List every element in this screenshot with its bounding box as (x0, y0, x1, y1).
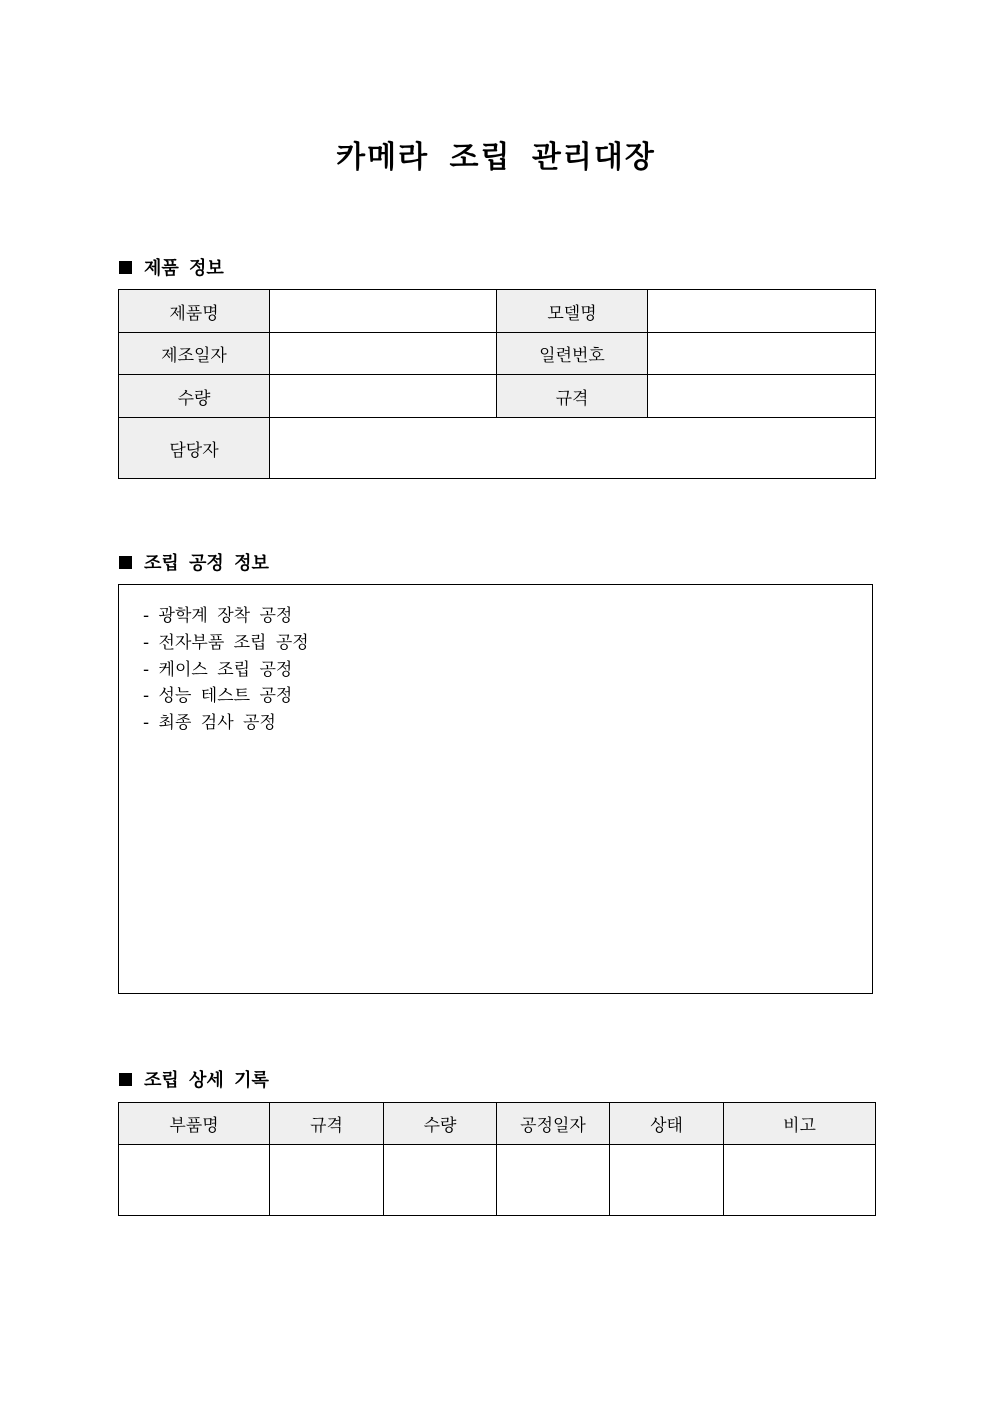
square-bullet-icon (119, 1073, 132, 1086)
spec-cell[interactable] (270, 1145, 384, 1216)
table-row (119, 1145, 876, 1216)
column-header-spec: 규격 (270, 1103, 384, 1145)
remarks-cell[interactable] (724, 1145, 876, 1216)
table-header-row (119, 1103, 876, 1145)
manager-label: 담당자 (119, 418, 270, 479)
serial-number-label: 일련번호 (497, 333, 648, 375)
product-name-field[interactable] (270, 290, 497, 333)
process-list (119, 585, 872, 737)
column-header-status: 상태 (610, 1103, 724, 1145)
manufacture-date-field[interactable] (270, 333, 497, 375)
part-name-cell[interactable] (119, 1145, 270, 1216)
list-item: - 전자부품 조립 공정 (143, 630, 872, 657)
square-bullet-icon (119, 261, 132, 274)
quantity-field[interactable] (270, 375, 497, 418)
section-heading-label: 제품 정보 (144, 258, 224, 279)
product-info-table (118, 289, 876, 479)
table-row (119, 333, 876, 375)
model-name-field[interactable] (648, 290, 876, 333)
list-item: - 최종 검사 공정 (143, 710, 872, 737)
section-heading-label: 조립 공정 정보 (144, 553, 269, 574)
column-header-part-name: 부품명 (119, 1103, 270, 1145)
spec-field[interactable] (648, 375, 876, 418)
manager-field[interactable] (270, 418, 876, 479)
section-heading-label: 조립 상세 기록 (144, 1070, 269, 1091)
page-title: 카메라 조립 관리대장 (336, 140, 656, 175)
serial-number-field[interactable] (648, 333, 876, 375)
table-row (119, 418, 876, 479)
quantity-label: 수량 (119, 375, 270, 418)
column-header-process-date: 공정일자 (497, 1103, 610, 1145)
spec-label: 규격 (497, 375, 648, 418)
square-bullet-icon (119, 556, 132, 569)
status-cell[interactable] (610, 1145, 724, 1216)
process-info-box (118, 584, 873, 994)
section-heading-assembly-detail (119, 1066, 269, 1092)
list-item: - 광학계 장착 공정 (143, 603, 872, 630)
manufacture-date-label: 제조일자 (119, 333, 270, 375)
section-heading-assembly-process (119, 549, 269, 575)
table-row (119, 290, 876, 333)
product-name-label: 제품명 (119, 290, 270, 333)
column-header-remarks: 비고 (724, 1103, 876, 1145)
list-item: - 성능 테스트 공정 (143, 683, 872, 710)
list-item: - 케이스 조립 공정 (143, 657, 872, 684)
model-name-label: 모델명 (497, 290, 648, 333)
table-row (119, 375, 876, 418)
process-date-cell[interactable] (497, 1145, 610, 1216)
column-header-quantity: 수량 (384, 1103, 497, 1145)
section-heading-product-info (119, 254, 224, 280)
quantity-cell[interactable] (384, 1145, 497, 1216)
assembly-detail-table (118, 1102, 876, 1216)
